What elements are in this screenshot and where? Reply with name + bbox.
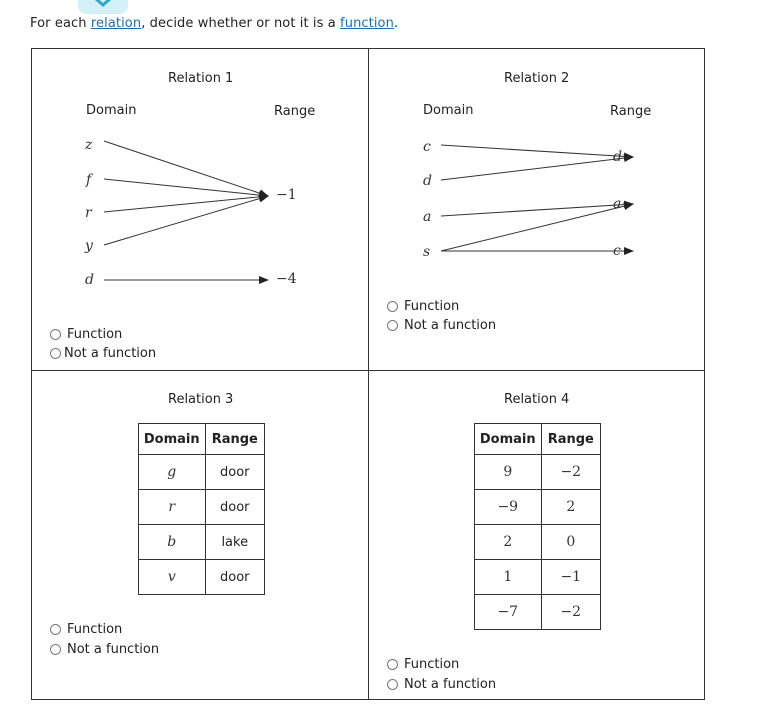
table-row bbox=[475, 455, 601, 490]
relation-4-domain-cell: −9 bbox=[475, 490, 542, 525]
radio-button[interactable] bbox=[387, 320, 398, 331]
relations-grid bbox=[31, 48, 705, 700]
option-label: Not a function bbox=[404, 318, 497, 333]
option-label: Not a function bbox=[64, 346, 157, 361]
arrow-d-to-d bbox=[441, 157, 633, 180]
relation-1-range-neg1: −1 bbox=[276, 187, 297, 203]
relation-4-title: Relation 4 bbox=[504, 392, 570, 407]
relation-1-range-label: Range bbox=[274, 104, 316, 119]
arrow-r-to-neg1 bbox=[104, 196, 268, 212]
relation-2-option-function[interactable] bbox=[387, 299, 459, 314]
relation-4-table bbox=[474, 423, 601, 630]
relation-4-domain-header: Domain bbox=[475, 424, 542, 455]
option-label: Function bbox=[404, 299, 460, 314]
relation-3-domain-cell: r bbox=[139, 490, 206, 525]
relation-3-range-header: Range bbox=[205, 424, 264, 455]
relation-1-option-not-function[interactable] bbox=[50, 346, 156, 361]
arrow-a-to-a bbox=[441, 204, 633, 216]
relation-1-domain-y: y bbox=[85, 238, 93, 254]
relation-3-domain-header: Domain bbox=[139, 424, 206, 455]
relation-2-domain-s: s bbox=[423, 244, 431, 260]
option-label: Not a function bbox=[404, 677, 497, 692]
relation-3-range-cell: lake bbox=[205, 525, 264, 560]
relation-4-option-function[interactable] bbox=[387, 657, 459, 672]
radio-button[interactable] bbox=[50, 329, 61, 340]
table-row bbox=[139, 560, 265, 595]
relation-1-domain-label: Domain bbox=[86, 103, 137, 118]
radio-button[interactable] bbox=[50, 644, 61, 655]
table-row bbox=[475, 560, 601, 595]
instruction-suffix: . bbox=[393, 16, 399, 31]
option-label: Not a function bbox=[67, 642, 160, 657]
table-row bbox=[139, 525, 265, 560]
relation-2-domain-d: d bbox=[423, 173, 432, 189]
relation-2-range-c: c bbox=[613, 243, 621, 259]
relation-1-range-neg4: −4 bbox=[276, 271, 297, 287]
collapse-tab[interactable] bbox=[78, 0, 128, 14]
relation-2-domain-c: c bbox=[423, 139, 431, 155]
relation-4-range-header: Range bbox=[541, 424, 600, 455]
radio-button[interactable] bbox=[387, 679, 398, 690]
radio-button[interactable] bbox=[387, 659, 398, 670]
relation-3-range-cell: door bbox=[205, 455, 264, 490]
relation-1-domain-r: r bbox=[85, 205, 92, 221]
relation-4-domain-cell: 2 bbox=[475, 525, 542, 560]
arrow-s-to-a bbox=[441, 204, 633, 251]
relation-4-domain-cell: −7 bbox=[475, 595, 542, 630]
relation-3-domain-cell: v bbox=[139, 560, 206, 595]
relation-4-domain-cell: 1 bbox=[475, 560, 542, 595]
option-label: Function bbox=[404, 657, 460, 672]
radio-button[interactable] bbox=[50, 624, 61, 635]
relation-3-domain-cell: g bbox=[139, 455, 206, 490]
relation-2-range-a: a bbox=[613, 196, 622, 212]
relation-2-range-d: d bbox=[613, 149, 622, 165]
option-label: Function bbox=[67, 622, 123, 637]
table-row bbox=[475, 595, 601, 630]
arrow-y-to-neg1 bbox=[104, 196, 268, 245]
relation-4-option-not-function[interactable] bbox=[387, 677, 496, 692]
table-row bbox=[139, 455, 265, 490]
relation-2-option-not-function[interactable] bbox=[387, 318, 496, 333]
relation-4-range-cell: 0 bbox=[541, 525, 600, 560]
relation-2-domain-label: Domain bbox=[423, 103, 474, 118]
instruction-middle: , decide whether or not it is a bbox=[141, 16, 341, 31]
option-label: Function bbox=[67, 327, 123, 342]
table-row bbox=[475, 525, 601, 560]
table-row bbox=[139, 490, 265, 525]
relation-3-option-not-function[interactable] bbox=[50, 642, 159, 657]
relation-1-mapping-arrows bbox=[32, 49, 368, 369]
arrow-c-to-d bbox=[441, 145, 633, 157]
chevron-down-icon bbox=[93, 0, 113, 8]
relation-1-domain-d: d bbox=[85, 272, 94, 288]
relation-4-range-cell: 2 bbox=[541, 490, 600, 525]
relation-link[interactable]: relation bbox=[90, 16, 142, 31]
relation-2-domain-a: a bbox=[423, 209, 432, 225]
relation-3-title: Relation 3 bbox=[168, 392, 234, 407]
relation-2-range-label: Range bbox=[610, 104, 652, 119]
table-row bbox=[475, 490, 601, 525]
relation-3-range-cell: door bbox=[205, 490, 264, 525]
radio-button[interactable] bbox=[50, 348, 61, 359]
relation-4-range-cell: −1 bbox=[541, 560, 600, 595]
relation-3-table bbox=[138, 423, 265, 595]
relation-4-range-cell: −2 bbox=[541, 455, 600, 490]
relation-3-option-function[interactable] bbox=[50, 622, 122, 637]
relation-1-title: Relation 1 bbox=[168, 71, 234, 86]
relation-4-domain-cell: 9 bbox=[475, 455, 542, 490]
instruction-text bbox=[30, 16, 398, 31]
relation-3-range-cell: door bbox=[205, 560, 264, 595]
relation-4-range-cell: −2 bbox=[541, 595, 600, 630]
relation-1-domain-f: f bbox=[86, 172, 92, 188]
function-link[interactable]: function bbox=[340, 16, 394, 31]
relation-1-domain-z: z bbox=[85, 137, 93, 153]
radio-button[interactable] bbox=[387, 301, 398, 312]
instruction-prefix: For each bbox=[30, 16, 91, 31]
relation-2-title: Relation 2 bbox=[504, 71, 570, 86]
divider-horizontal bbox=[32, 370, 704, 371]
relation-1-option-function[interactable] bbox=[50, 327, 122, 342]
relation-3-domain-cell: b bbox=[139, 525, 206, 560]
